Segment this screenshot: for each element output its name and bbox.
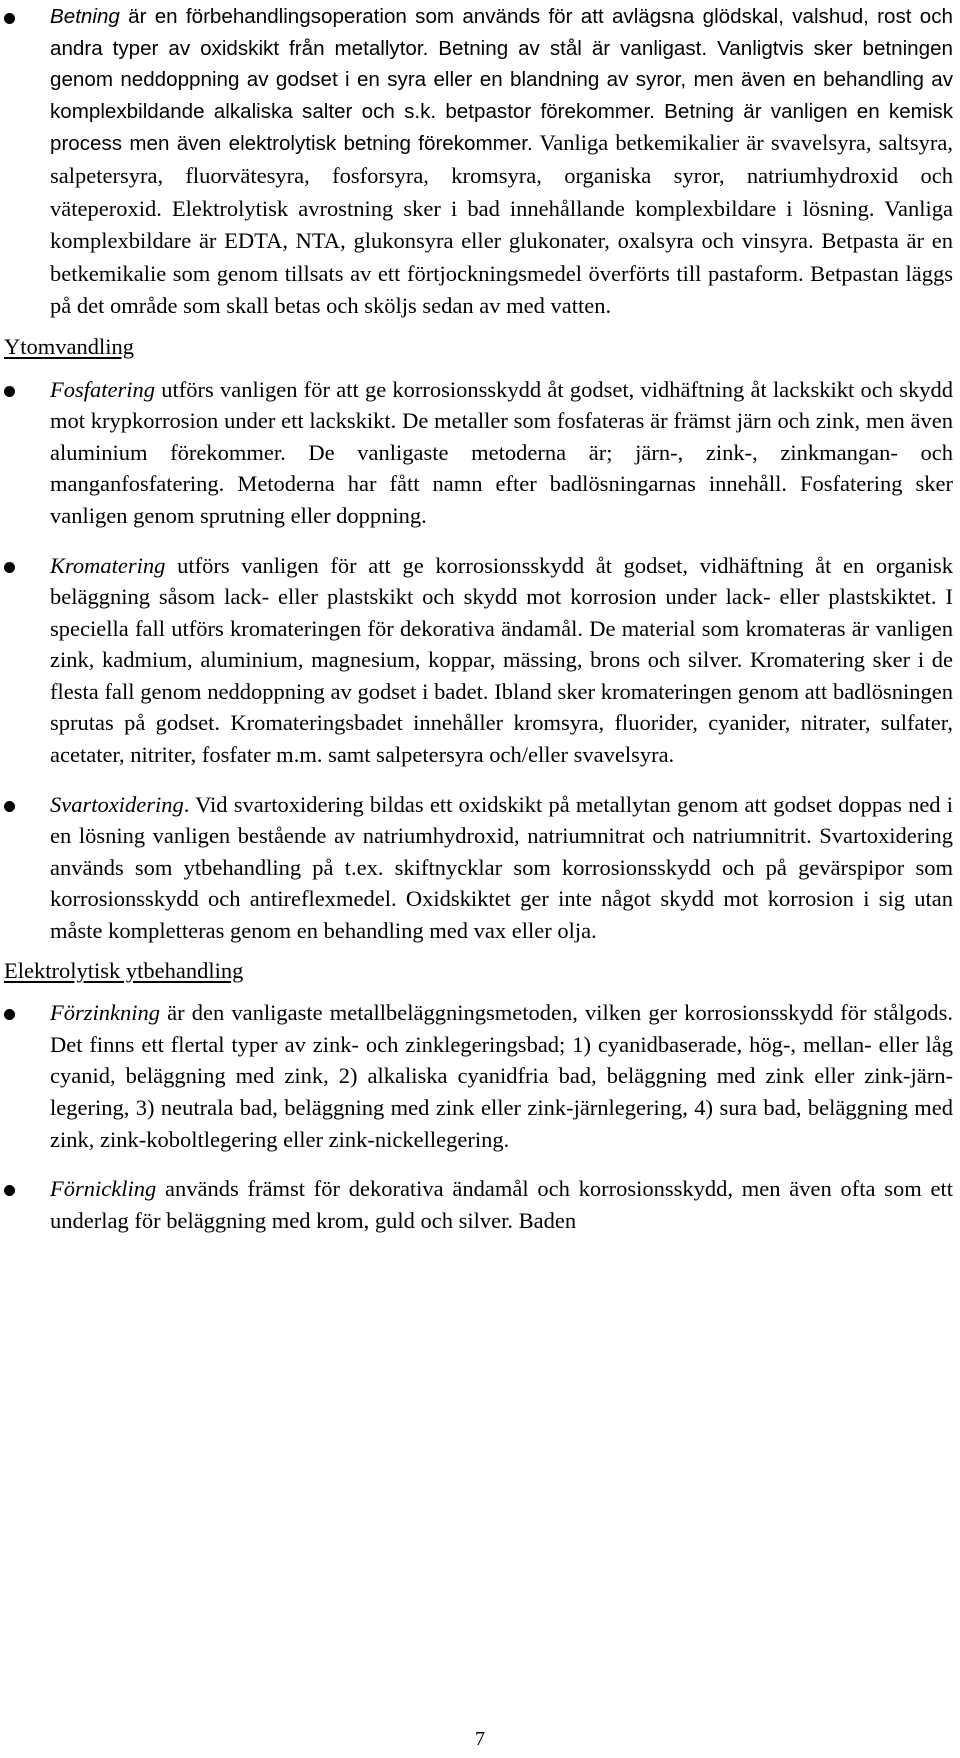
bullet-icon — [4, 1185, 15, 1196]
bullet-icon — [4, 13, 15, 24]
bullet-icon — [4, 562, 15, 573]
section-heading-elektrolytisk-ytbehandling: Elektrolytisk ytbehandling — [4, 957, 244, 983]
term-fosfatering: Fosfatering — [50, 376, 155, 402]
bullet-icon — [4, 1009, 15, 1020]
list-item-kromatering — [4, 550, 953, 771]
term-kromatering: Kromatering — [50, 552, 166, 578]
bullet-icon — [4, 386, 15, 397]
list-item-forzinkning — [4, 997, 953, 1155]
text-svartoxidering: . Vid svartoxidering bildas ett oxidskikt på metallytan genom att godset doppas ned i en lösning vanligen bestående av natriumhydroxid, natriumnitrat och natriumnitrit. Svartoxidering används som ytbehandling på t.ex. skiftnycklar som korrosionsskydd och på gevärspipor som korrosionsskydd och antireflexmedel. Oxidskiktet ger inte något skydd mot korrosion i sig utan måste kompletteras genom en behandling med vax eller olja. — [50, 791, 953, 944]
list-item-svartoxidering — [4, 789, 953, 947]
bullet-icon — [4, 801, 15, 812]
list-item-fornickling — [4, 1173, 953, 1236]
term-forzinkning: Förzinkning — [50, 1000, 160, 1026]
list-item-betning — [4, 1, 953, 323]
text-betning: är en förbehandlingsoperation som används för att avlägsna glödskal, valshud, rost och andra typer av oxidskikt från metallytor. Betning av stål är vanligast. Vanligtvis sker betningen genom neddoppning av godset i en syra eller en blandning av syror, men även en behandling av komplexbildande alkaliska salter och s.k. betpastor förekommer. Betning är vanligen en kemisk process men även elektrolytisk betning förekommer. — [50, 5, 953, 156]
text-forzinkning: är den vanligaste metallbeläggningsmetoden, vilken ger korrosionsskydd för stålgods. Det finns ett flertal typer av zink- och zinklegeringsbad; 1) cyanidbaserade, hög-, mellan- eller låg cyanid, beläggning med zink, 2) alkaliska cyanidfria bad, beläggning med zink eller zink-järn-legering, 3) neutrala bad, beläggning med zink eller zink-järnlegering, 4) sura bad, beläggning med zink, zink-koboltlegering eller zink-nickellegering. — [50, 1000, 953, 1152]
page-number: 7 — [475, 1728, 485, 1750]
term-betning: Betning — [50, 5, 120, 28]
text-betning-continued: Vanliga betkemikalier är svavelsyra, saltsyra, salpetersyra, fluorvätesyra, fosforsyra, kromsyra, organiska syror, natriumhydroxid och väteperoxid. Elektrolytisk avrostning sker i bad innehållande komplexbildare i lösning. Vanliga komplexbildare är EDTA, NTA, glukonsyra eller glukonater, oxalsyra och vinsyra. Betpasta är en betkemikalie som genom tillsats av ett förtjockningsmedel överförts till pastaform. Betpastan läggs på det område som skall betas och sköljs sedan av med vatten. — [50, 130, 953, 319]
text-fornickling: används främst för dekorativa ändamål och korrosionsskydd, men även ofta som ett underlag för beläggning med krom, guld och silver. Baden — [50, 1176, 953, 1233]
list-item-fosfatering — [4, 374, 953, 532]
text-fosfatering: utförs vanligen för att ge korrosionsskydd åt godset, vidhäftning åt lackskikt och skydd mot krypkorrosion under ett lackskikt. De metaller som fosfateras är främst järn och zink, men även aluminium förekommer. De vanligaste metoderna är; järn-, zink-, zinkmangan- och manganfosfatering. Metoderna har fått namn efter badlösningarnas innehåll. Fosfatering sker vanligen genom sprutning eller doppning. — [50, 376, 953, 528]
term-svartoxidering: Svartoxidering — [50, 791, 184, 817]
term-fornickling: Förnickling — [50, 1176, 157, 1202]
section-heading-ytomvandling: Ytomvandling — [4, 333, 134, 359]
text-kromatering: utförs vanligen för att ge korrosionsskydd åt godset, vidhäftning åt en organisk beläggning såsom lack- eller plastskikt och skydd mot korrosion under lack- eller plastskiktet. I speciella fall utförs kromateringen för dekorativa ändamål. De material som kromateras är vanligen zink, kadmium, aluminium, magnesium, koppar, mässing, brons och silver. Kromatering sker i de flesta fall genom neddoppning av godset i badet. Ibland sker kromateringen genom att badlösningen sprutas på godset. Kromateringsbadet innehåller kromsyra, fluorider, cyanider, nitrater, sulfater, acetater, nitriter, fosfater m.m. samt salpetersyra och/eller svavelsyra. — [50, 552, 953, 768]
